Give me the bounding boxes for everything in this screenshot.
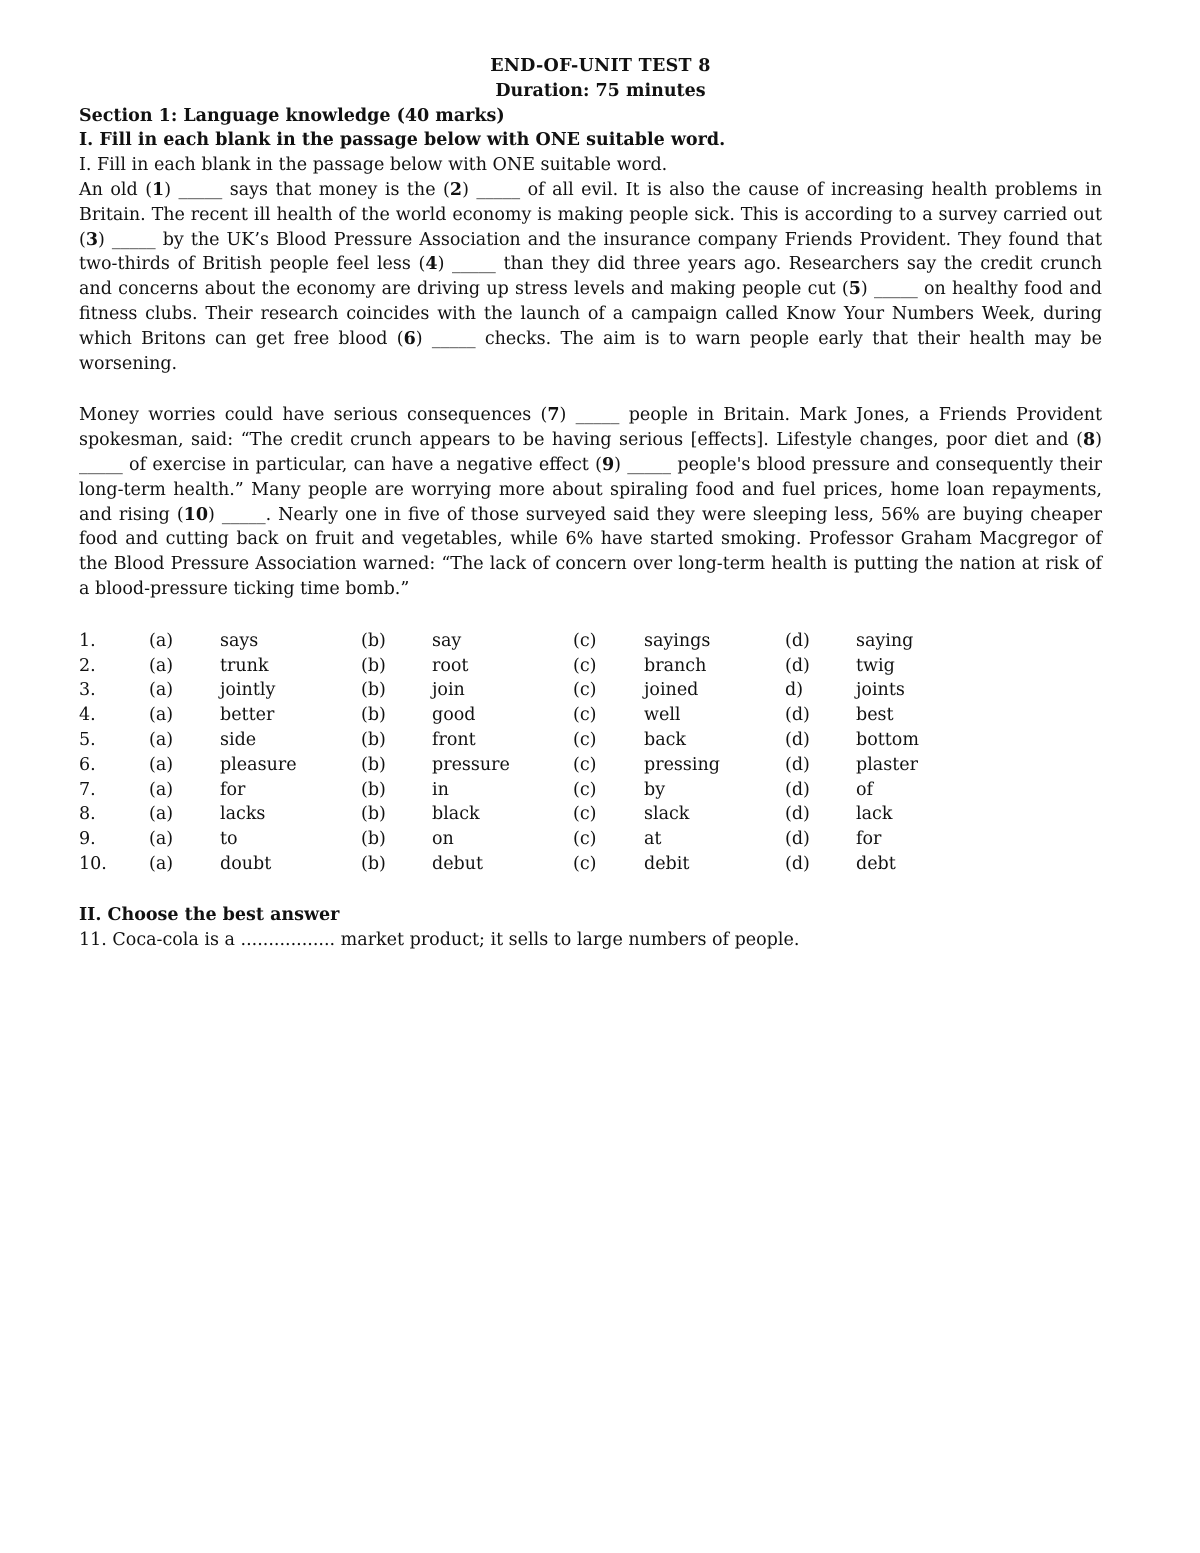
option-c-label: (c) [573, 754, 597, 775]
option-c: by [644, 779, 666, 800]
option-a: for [220, 779, 246, 800]
option-d: joints [856, 680, 905, 701]
option-d-label: (d) [785, 779, 810, 800]
option-c-label: (c) [573, 729, 597, 750]
option-b: front [432, 729, 476, 750]
option-b: root [432, 655, 469, 676]
option-row [79, 753, 1102, 778]
option-c-label: (c) [573, 853, 597, 874]
question-number: 5. [79, 729, 96, 750]
option-row [79, 852, 1102, 877]
test-title: END-OF-UNIT TEST 8 [490, 56, 711, 76]
option-d: debt [856, 853, 896, 874]
option-c-label: (c) [573, 779, 597, 800]
option-b: join [432, 680, 465, 701]
option-a-label: (a) [149, 853, 174, 874]
passage-text: ) _____ says that money is the ( [164, 179, 450, 200]
passage-text: ) _____ people in Britain. Mark Jones, a Friends Provident spokesman, said: “The credit crunch appears to be having serious [effects]. Lifestyle changes, poor diet and ( [79, 405, 1102, 451]
option-c: pressing [644, 754, 720, 775]
option-row [79, 629, 1102, 654]
option-d: saying [856, 630, 914, 651]
section2 [79, 903, 1102, 953]
option-b-label: (b) [361, 829, 386, 850]
option-d-label: (d) [785, 729, 810, 750]
option-b-label: (b) [361, 779, 386, 800]
passage-paragraph-1 [79, 178, 1102, 376]
option-row [79, 654, 1102, 679]
task-heading-plain: I. Fill in each blank in the passage below with ONE suitable word. [79, 155, 668, 176]
passage-text: ) _____ than they did three years ago. Researchers say the credit crunch and concerns about the economy are driving up stress levels and making people cut ( [79, 254, 1102, 300]
option-d-label: d) [785, 680, 804, 701]
option-a: pleasure [220, 754, 297, 775]
option-b-label: (b) [361, 853, 386, 874]
option-b: on [432, 829, 454, 850]
option-a: says [220, 630, 259, 651]
blank-number: 6 [403, 328, 416, 349]
option-c: well [644, 705, 681, 726]
option-a: to [220, 829, 238, 850]
passage-text: ) _____. Nearly one in five of those surveyed said they were sleeping less, 56% are buying cheaper food and cutting back on fruit and vegetables, while 6% have started smoking. Professor Graham Macgregor of the Blood Pressure Association warned: “The lack of concern over long-term health is putting the nation at risk of a blood-pressure ticking time bomb.” [79, 504, 1102, 599]
option-c: sayings [644, 630, 711, 651]
option-c-label: (c) [573, 655, 597, 676]
option-d-label: (d) [785, 630, 810, 651]
passage-text: An old ( [79, 179, 153, 200]
question-number: 9. [79, 829, 96, 850]
option-row [79, 778, 1102, 803]
option-a-label: (a) [149, 779, 174, 800]
option-c-label: (c) [573, 630, 597, 651]
blank-number: 3 [85, 229, 99, 250]
question-number: 6. [79, 754, 96, 775]
option-a-label: (a) [149, 655, 174, 676]
option-d: twig [856, 655, 895, 676]
option-row [79, 728, 1102, 753]
blank-number: 4 [425, 254, 438, 275]
option-d: of [856, 779, 874, 800]
option-b: in [432, 779, 449, 800]
option-d-label: (d) [785, 705, 810, 726]
passage-paragraph-2 [79, 403, 1102, 601]
option-a: trunk [220, 655, 269, 676]
option-row [79, 678, 1102, 703]
option-d: bottom [856, 729, 919, 750]
blank-number: 7 [547, 405, 560, 426]
option-c: branch [644, 655, 707, 676]
option-row [79, 802, 1102, 827]
option-a: better [220, 705, 275, 726]
option-c: slack [644, 804, 690, 825]
passage-text: ) _____ checks. The aim is to warn people early that their health may be worsening. [79, 328, 1102, 374]
question-number: 3. [79, 680, 96, 701]
option-a-label: (a) [149, 804, 174, 825]
blank-number: 9 [601, 454, 615, 475]
option-c-label: (c) [573, 829, 597, 850]
option-b-label: (b) [361, 729, 386, 750]
option-d-label: (d) [785, 804, 810, 825]
option-b: pressure [432, 754, 510, 775]
option-b: black [432, 804, 480, 825]
option-c: back [644, 729, 687, 750]
option-a: lacks [220, 804, 266, 825]
option-b: good [432, 705, 476, 726]
blank-number: 1 [152, 179, 165, 200]
option-a-label: (a) [149, 829, 174, 850]
option-c: at [644, 829, 662, 850]
option-d-label: (d) [785, 754, 810, 775]
question-number: 10. [79, 853, 107, 874]
paragraph-gap [79, 376, 1102, 403]
passage-text: ) _____ by the UK’s Blood Pressure Association and the insurance company Friends Provident. They found that two-thirds of British people feel less ( [79, 229, 1102, 275]
option-b: say [432, 630, 462, 651]
passage-text: ) _____ of all evil. It is also the cause of increasing health problems in Britain. The recent ill health of the world economy is making people sick. This is according to a survey carried out ( [79, 179, 1103, 250]
options-table [79, 629, 1102, 877]
blank-number: 10 [183, 504, 209, 525]
option-c-label: (c) [573, 804, 597, 825]
passage-text: ) _____ of exercise in particular, can have a negative effect ( [79, 430, 1102, 475]
option-d-label: (d) [785, 853, 810, 874]
question-11: 11. Coca-cola is a ................. market product; it sells to large numbers of people. [79, 929, 800, 950]
option-row [79, 827, 1102, 852]
option-d-label: (d) [785, 829, 810, 850]
section2-heading: II. Choose the best answer [79, 904, 340, 925]
test-duration: Duration: 75 minutes [495, 80, 706, 101]
option-a-label: (a) [149, 729, 174, 750]
blank-number: 8 [1082, 430, 1096, 451]
option-c: joined [644, 680, 699, 701]
option-b-label: (b) [361, 680, 386, 701]
option-a: side [220, 729, 257, 750]
option-b-label: (b) [361, 655, 386, 676]
option-a-label: (a) [149, 630, 174, 651]
option-c-label: (c) [573, 680, 597, 701]
task-heading-bold: I. Fill in each blank in the passage below with ONE suitable word. [79, 130, 726, 151]
option-a-label: (a) [149, 754, 174, 775]
option-b: debut [432, 853, 484, 874]
passage-text: ) _____ on healthy food and fitness clubs. Their research coincides with the launch of a campaign called Know Your Numbers Week, during which Britons can get free blood ( [79, 279, 1102, 349]
option-c: debit [644, 853, 690, 874]
option-a: doubt [220, 853, 272, 874]
option-a-label: (a) [149, 705, 174, 726]
option-d: for [856, 829, 882, 850]
question-number: 7. [79, 779, 96, 800]
question-number: 8. [79, 804, 96, 825]
option-b-label: (b) [361, 754, 386, 775]
passage-text: Money worries could have serious consequences ( [79, 405, 548, 426]
option-a: jointly [220, 680, 276, 701]
blank-number: 2 [449, 179, 463, 200]
option-row [79, 703, 1102, 728]
question-number: 4. [79, 705, 96, 726]
option-b-label: (b) [361, 804, 386, 825]
option-d-label: (d) [785, 655, 810, 676]
option-d: best [856, 705, 894, 726]
option-d: plaster [856, 754, 918, 775]
option-b-label: (b) [361, 630, 386, 651]
option-a-label: (a) [149, 680, 174, 701]
blank-number: 5 [848, 279, 861, 300]
option-d: lack [856, 804, 893, 825]
option-c-label: (c) [573, 705, 597, 726]
section1-heading: Section 1: Language knowledge (40 marks) [79, 105, 505, 126]
option-b-label: (b) [361, 705, 386, 726]
document-page [79, 54, 1102, 952]
question-number: 1. [79, 630, 96, 651]
question-number: 2. [79, 655, 96, 676]
passage-text: ) _____ people's blood pressure and consequently their long-term health.” Many people are worrying more about spiraling food and fuel prices, home loan repayments, and rising ( [79, 454, 1102, 525]
